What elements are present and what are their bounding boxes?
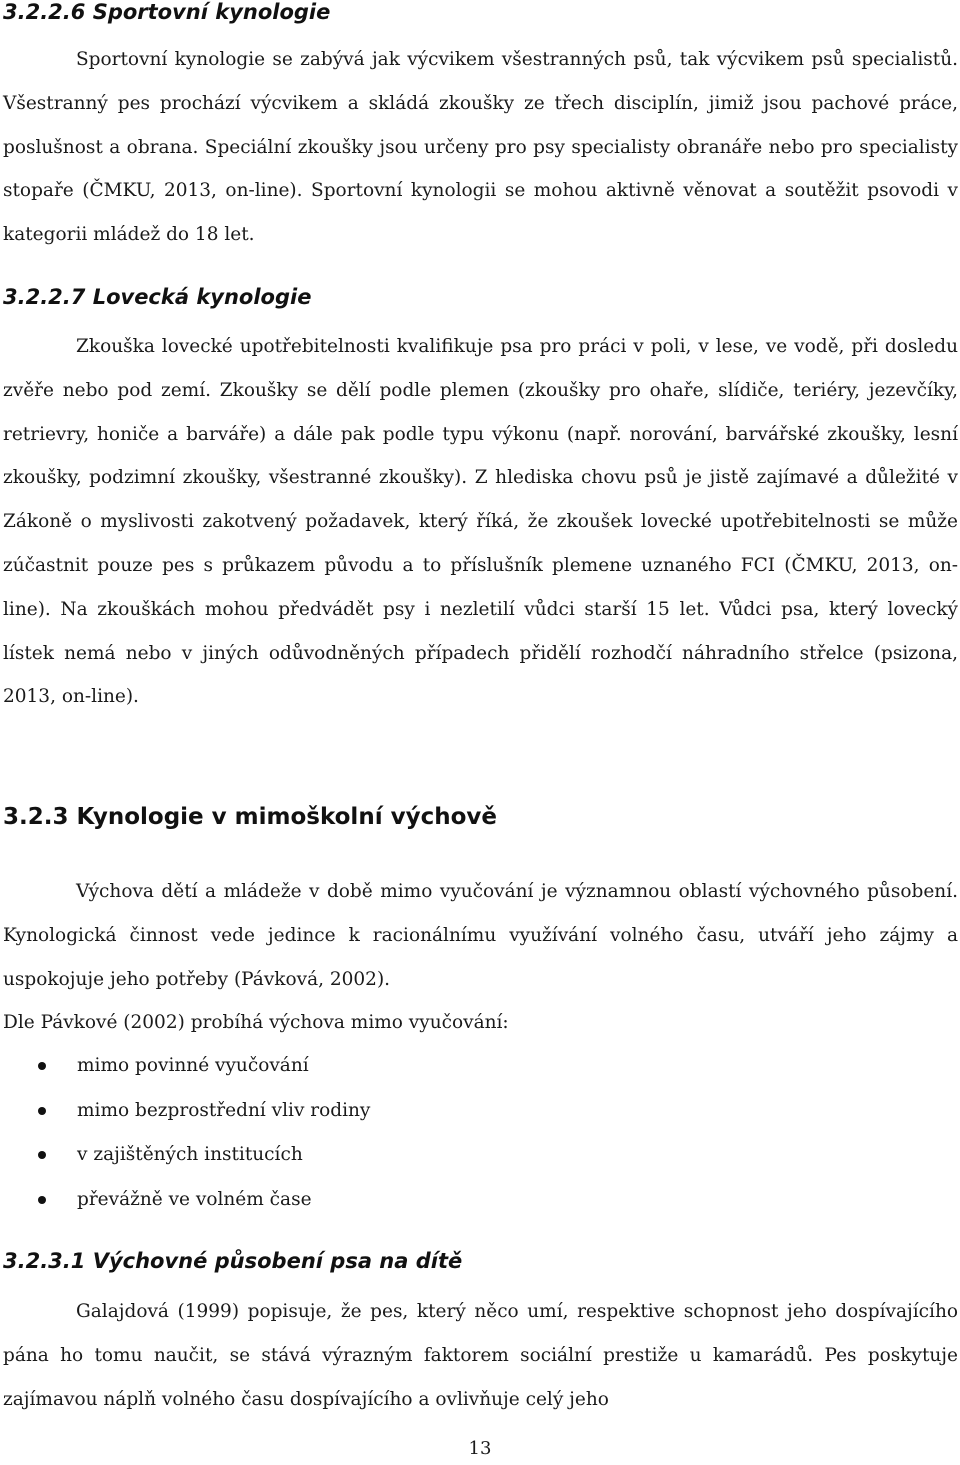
paragraph-dle-pavkove: Dle Pávkové (2002) probíhá výchova mimo vyučování: <box>3 1012 509 1033</box>
list-item-text: v zajištěných institucích <box>77 1144 303 1165</box>
heading-3-2-3-1: 3.2.3.1 Výchovné působení psa na dítě <box>3 1249 463 1273</box>
list-item-text: mimo bezprostřední vliv rodiny <box>77 1099 371 1121</box>
heading-3-2-2-7: 3.2.2.7 Lovecká kynologie <box>3 285 312 309</box>
page-number: 13 <box>468 1438 492 1459</box>
list-item-text: převážně ve volném čase <box>77 1188 312 1210</box>
list-item-text: mimo povinné vyučování <box>77 1055 309 1076</box>
bullet-icon <box>38 1107 46 1115</box>
bullet-icon <box>38 1062 46 1070</box>
bullet-icon <box>38 1151 46 1159</box>
paragraph-lovecka-kynologie: Zkouška lovecké upotřebitelnosti kvalifikuje psa pro práci v poli, v lese, ve vodě, při dosledu zvěře nebo pod zemí. Zkoušky se dělí podle plemen (zkoušky pro ohaře, slídiče, teriéry, jezevčíky, retrievry, honiče a barváře) a dále pak podle typu výkonu (např. norování, barvářské zkoušky, lesní zkoušky, podzimní zkoušky, všestranné zkoušky). Z hlediska chovu psů je jistě zajímavé a důležité v Zákoně o myslivosti zakotvený požadavek, který říká, že zkoušek lovecké upotřebitelnosti se může zúčastnit pouze pes s průkazem původu a to příslušník plemene uznaného FCI (ČMKU, 2013, on-line). Na zkouškách mohou předvádět psy i nezletilí vůdci starší 15 let. Vůdci psa, který lovecký lístek nemá nebo v jiných odůvodněných případech přidělí rozhodčí náhradního střelce (psizona, 2013, on-line). <box>3 336 958 708</box>
heading-3-2-3: 3.2.3 Kynologie v mimoškolní výchově <box>3 804 497 830</box>
paragraph-mimoskolni-vychova: Výchova dětí a mládeže v době mimo vyučování je významnou oblastí výchovného působení. Kynologická činnost vede jedince k racionálnímu využívání volného času, utváří jeho zájmy a uspokojuje jeho potřeby (Pávková, 2002). <box>3 881 958 990</box>
heading-3-2-2-6: 3.2.2.6 Sportovní kynologie <box>3 0 331 24</box>
paragraph-sportovni-kynologie: Sportovní kynologie se zabývá jak výcvikem všestranných psů, tak výcvikem psů specialistů. Všestranný pes prochází výcvikem a skládá zkoušky ze třech disciplín, jimiž jsou pachové práce, poslušnost a obrana. Speciální zkoušky jsou určeny pro psy specialisty obranáře nebo pro specialisty stopaře (ČMKU, 2013, on-line). Sportovní kynologii se mohou aktivně věnovat a soutěžit psovodi v kategorii mládež do 18 let. <box>3 49 958 246</box>
bullet-icon <box>38 1196 46 1204</box>
paragraph-vychovne-pusobeni: Galajdová (1999) popisuje, že pes, který něco umí, respektive schopnost jeho dospívajícího pána ho tomu naučit, se stává výrazným faktorem sociální prestiže u kamarádů. Pes poskytuje zajímavou náplň volného času dospívajícího a ovlivňuje celý jeho <box>3 1301 958 1410</box>
